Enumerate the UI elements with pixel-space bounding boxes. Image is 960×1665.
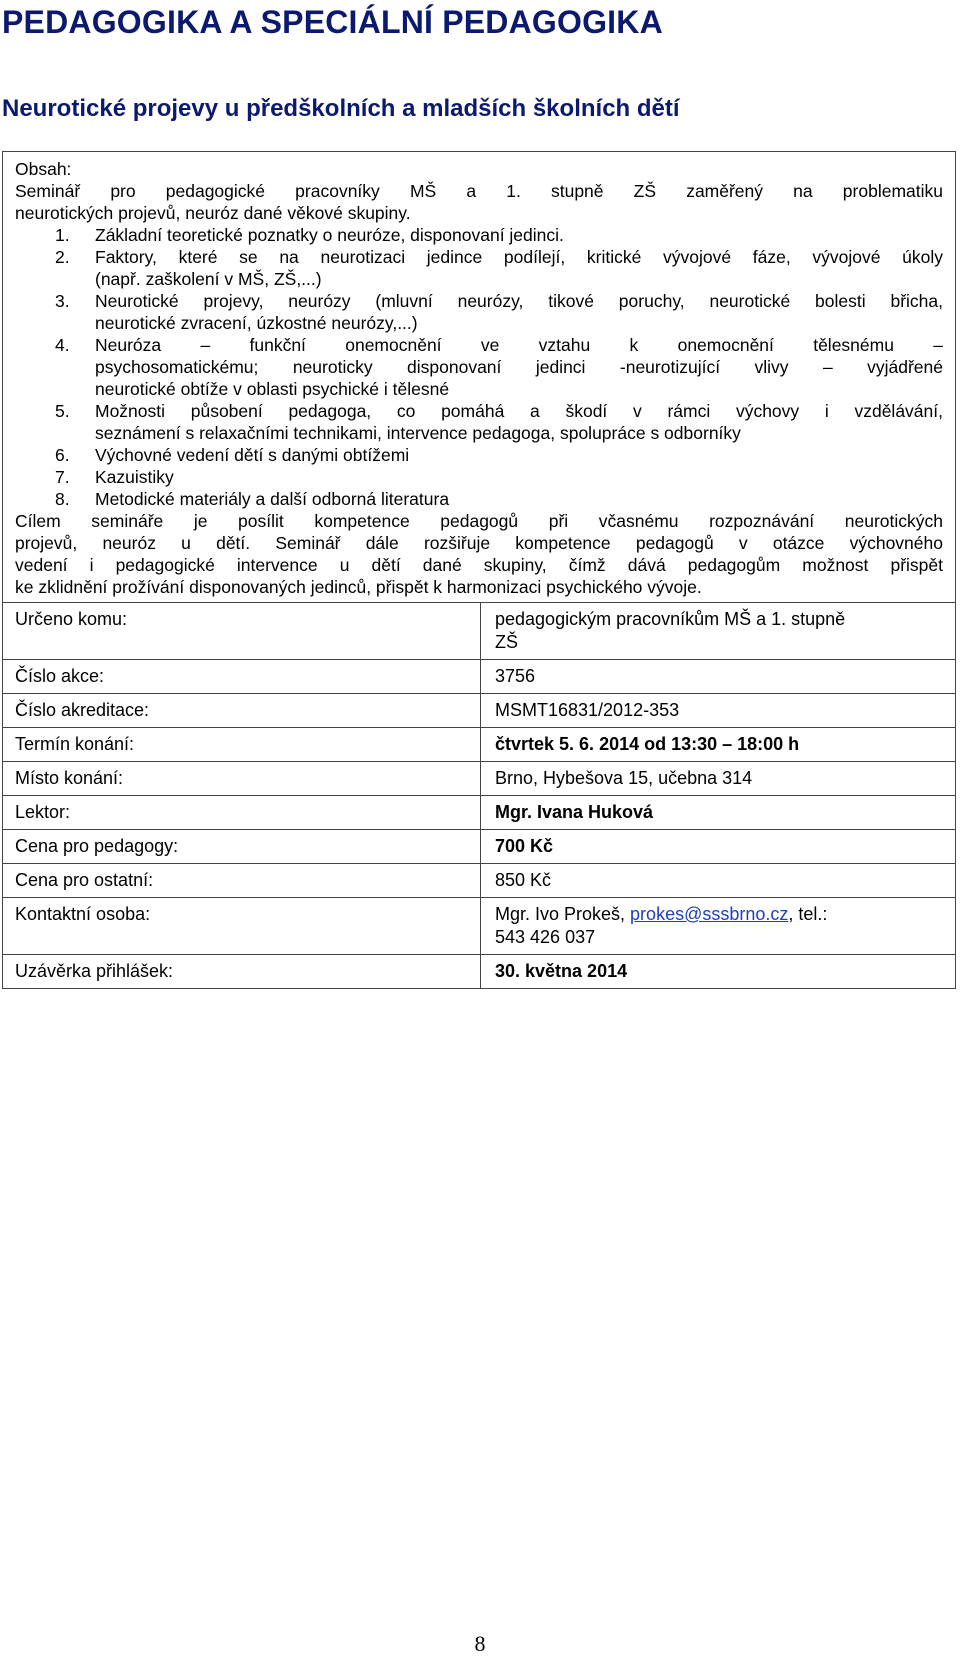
list-item-number: 8. [55,489,70,509]
cena-ostatni-value: 850 Kč [481,864,956,898]
list-item-number: 2. [55,247,70,267]
list-item [15,466,943,488]
list-item-text: neurotické zvracení, úzkostné neurózy,...) [95,313,418,333]
urceno-value-line: ZŠ [495,632,519,652]
kontakt-tel-label: , tel.: [788,904,828,924]
list-item-number: 4. [55,335,70,355]
table-row [3,603,955,660]
list-item [15,444,943,466]
termin-value: čtvrtek 5. 6. 2014 od 13:30 – 18:00 h [481,728,956,762]
content-section [3,152,955,602]
urceno-label: Určeno komu: [3,603,481,660]
kontakt-label: Kontaktní osoba: [3,898,481,955]
kontakt-email-link[interactable]: prokes@sssbrno.cz [630,904,789,924]
akreditace-value: MSMT16831/2012-353 [481,694,956,728]
list-item-text: Metodické materiály a další odborná literatura [95,489,450,509]
akreditace-label: Číslo akreditace: [3,694,481,728]
list-item-text: psychosomatickému; neuroticky disponovaní jedinci -neurotizující vlivy – vyjádřené [95,357,943,377]
list-item-text: Výchovné vedení dětí s danými obtížemi [95,445,410,465]
goal-line: Cílem semináře je posílit kompetence pedagogů při včasnému rozpoznávání neurotických [15,511,943,531]
table-row [3,955,955,989]
urceno-value [481,603,956,660]
content-heading: Obsah: [15,159,72,179]
cena-pedagogy-value: 700 Kč [481,830,956,864]
kontakt-phone: 543 426 037 [495,927,596,947]
list-item-number: 7. [55,467,70,487]
uzaverka-value: 30. května 2014 [481,955,956,989]
page-title: PEDAGOGIKA A SPECIÁLNÍ PEDAGOGIKA [2,4,663,40]
table-row [3,660,955,694]
list-item [15,224,943,246]
list-item-number: 1. [55,225,70,245]
list-item-number: 3. [55,291,70,311]
misto-label: Místo konání: [3,762,481,796]
list-item-text: Možnosti působení pedagoga, co pomáhá a škodí v rámci výchovy i vzdělávání, [95,401,943,421]
table-row [3,762,955,796]
lektor-label: Lektor: [3,796,481,830]
list-item [15,290,943,334]
list-item-text: Základní teoretické poznatky o neuróze, disponovaní jedinci. [95,225,564,245]
kontakt-name: Mgr. Ivo Prokeš, [495,904,631,924]
table-row [3,864,955,898]
goal-line: ke zklidnění prožívání disponovaných jedinců, přispět k harmonizaci psychického vývoje. [15,577,702,597]
info-table [3,602,955,988]
intro-line: neurotických projevů, neuróz dané věkové skupiny. [15,203,411,223]
list-item-text: Kazuistiky [95,467,174,487]
list-item-text: Neurotické projevy, neurózy (mluvní neurózy, tikové poruchy, neurotické bolesti břicha, [95,291,943,311]
table-row [3,830,955,864]
list-item [15,334,943,400]
list-item [15,246,943,290]
page-number: 8 [474,1631,486,1656]
goal-line: vedení i pedagogické intervence u dětí dané skupiny, čímž dává pedagogům možnost přispět [15,555,943,575]
table-row [3,898,955,955]
topic-list [15,224,943,510]
lektor-value: Mgr. Ivana Huková [481,796,956,830]
cislo-akce-value: 3756 [481,660,956,694]
table-row [3,728,955,762]
misto-value: Brno, Hybešova 15, učebna 314 [481,762,956,796]
list-item-text: Neuróza – funkční onemocnění ve vztahu k onemocnění tělesnému – [95,335,943,355]
cislo-akce-label: Číslo akce: [3,660,481,694]
goal-line: projevů, neuróz u dětí. Seminář dále rozšiřuje kompetence pedagogů v otázce výchovného [15,533,943,553]
list-item [15,400,943,444]
list-item-number: 6. [55,445,70,465]
seminar-box [2,151,956,989]
urceno-value-line: pedagogickým pracovníkům MŠ a 1. stupně [495,609,846,629]
list-item-text: seznámení s relaxačními technikami, intervence pedagoga, spolupráce s odborníky [95,423,741,443]
kontakt-value [481,898,956,955]
list-item [15,488,943,510]
cena-ostatni-label: Cena pro ostatní: [3,864,481,898]
intro-line: Seminář pro pedagogické pracovníky MŠ a 1. stupně ZŠ zaměřený na problematiku [15,181,943,201]
list-item-text: neurotické obtíže v oblasti psychické i tělesné [95,379,450,399]
list-item-number: 5. [55,401,70,421]
list-item-text: Faktory, které se na neurotizaci jedince podílejí, kritické vývojové fáze, vývojové úkoly [95,247,943,267]
termin-label: Termín konání: [3,728,481,762]
table-row [3,694,955,728]
page-subtitle: Neurotické projevy u předškolních a mladších školních dětí [2,95,680,122]
list-item-text: (např. zaškolení v MŠ, ZŠ,...) [95,269,322,289]
uzaverka-label: Uzávěrka přihlášek: [3,955,481,989]
table-row [3,796,955,830]
cena-pedagogy-label: Cena pro pedagogy: [3,830,481,864]
